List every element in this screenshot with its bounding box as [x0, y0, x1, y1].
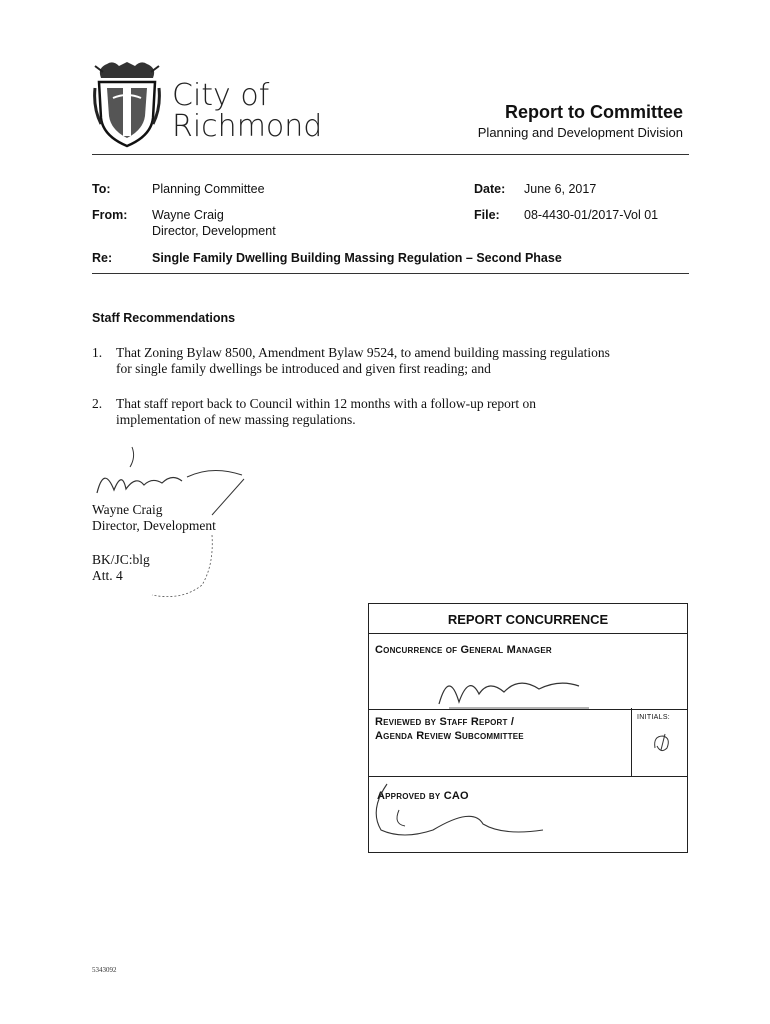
reviewed-label-line1: Reviewed by Staff Report /	[375, 716, 515, 728]
re-label: Re:	[92, 251, 113, 265]
approved-by-cao-label: Approved by CAO	[377, 790, 469, 802]
from-name: Wayne Craig	[152, 208, 224, 222]
memo-divider	[92, 273, 689, 274]
initials-label: INITIALS:	[637, 714, 671, 721]
gm-signature	[429, 664, 599, 714]
city-name	[172, 80, 322, 142]
city-name-line2: Richmond	[172, 109, 323, 144]
initials-mark	[649, 730, 675, 756]
concurrence-divider-2	[369, 709, 687, 710]
concurrence-title: REPORT CONCURRENCE	[447, 612, 609, 627]
signatory-title: Director, Development	[92, 518, 216, 533]
report-concurrence-box	[368, 603, 688, 853]
reviewed-label-line2: Agenda Review Subcommittee	[375, 730, 524, 742]
rec-1-line1: That Zoning Bylaw 8500, Amendment Bylaw 9524, to amend building massing regulations	[116, 345, 610, 360]
signatory-name: Wayne Craig	[92, 502, 163, 517]
from-label: From:	[92, 208, 128, 222]
date-label: Date:	[474, 182, 506, 196]
city-name-line1: City of	[172, 78, 270, 113]
file-label: File:	[474, 208, 500, 222]
initials-column-divider	[631, 708, 632, 776]
file-value: 08-4430-01/2017-Vol 01	[524, 208, 659, 222]
rec-2-line2: implementation of new massing regulations.	[116, 412, 356, 427]
from-title: Director, Development	[152, 224, 276, 238]
cao-signature	[373, 780, 573, 850]
city-crest-logo	[93, 58, 161, 148]
rec-2-line1: That staff report back to Council within 12 months with a follow-up report on	[116, 396, 537, 411]
attachments-count: Att. 4	[92, 568, 123, 583]
recommendations-heading: Staff Recommendations	[92, 311, 236, 325]
rec-1-number: 1.	[92, 345, 103, 360]
rec-2-number: 2.	[92, 396, 103, 411]
document-id: 5343092	[92, 966, 117, 974]
re-value: Single Family Dwelling Building Massing Regulation – Second Phase	[152, 251, 562, 265]
typist-initials: BK/JC:blg	[92, 552, 150, 567]
rec-1-line2: for single family dwellings be introduced and given first reading; and	[116, 361, 491, 376]
general-manager-label: Concurrence of General Manager	[375, 644, 552, 656]
division-name: Planning and Development Division	[477, 125, 683, 140]
to-label: To:	[92, 182, 111, 196]
report-title: Report to Committee	[504, 102, 683, 122]
concurrence-divider-1	[369, 633, 687, 634]
concurrence-divider-3	[369, 776, 687, 777]
date-value: June 6, 2017	[524, 182, 597, 196]
header-divider	[92, 154, 689, 155]
to-value: Planning Committee	[152, 182, 265, 196]
